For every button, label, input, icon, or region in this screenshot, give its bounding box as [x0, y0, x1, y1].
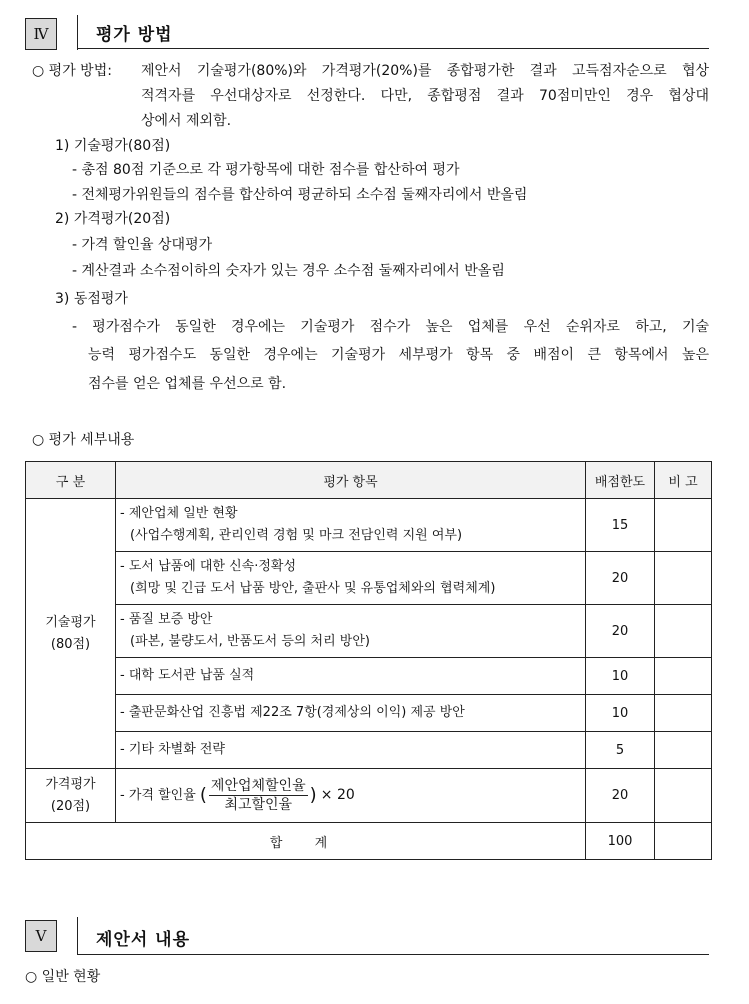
table-header-row [26, 462, 712, 499]
price-formula-prefix: - 가격 할인율 [120, 788, 196, 803]
section-5-title: 제안서 내용 [96, 930, 191, 950]
total-points: 100 [586, 823, 655, 860]
note-cell [655, 658, 712, 695]
table-row [26, 769, 712, 823]
note-cell [655, 695, 712, 732]
general-status-heading: ○ 일반 현황 [25, 969, 101, 985]
section-5-divider [77, 917, 78, 955]
item-cell: - 출판문화산업 진흥법 제22조 7항(경제상의 이익) 제공 방안 [116, 695, 586, 732]
price-eval-item-1: - 가격 할인율 상대평가 [72, 237, 213, 253]
header-points: 배점한도 [586, 462, 655, 499]
points-cell: 20 [586, 769, 655, 823]
price-category-cell [26, 769, 116, 823]
section-4-divider [77, 15, 78, 50]
evaluation-table [25, 461, 712, 860]
section-4-title: 평가 방법 [96, 25, 173, 45]
item-detail: (파본, 불량도서, 반품도서 등의 처리 방안) [130, 634, 370, 649]
points-cell: 10 [586, 695, 655, 732]
note-cell [655, 769, 712, 823]
tie-eval-line-3: 점수를 얻은 업체를 우선으로 함. [88, 376, 287, 392]
header-note: 비 고 [655, 462, 712, 499]
points-cell: 10 [586, 658, 655, 695]
points-cell: 15 [586, 499, 655, 552]
section-4-numeral: Ⅳ [33, 25, 49, 43]
item-cell: - 대학 도서관 납품 실적 [116, 658, 586, 695]
formula-close-paren: ) [309, 784, 317, 806]
tie-eval-line-2: 능력 평가점수도 동일한 경우에는 기술평가 세부평가 항목 중 배점이 큰 항목에서 높은 [88, 347, 709, 363]
formula-fraction [209, 777, 308, 814]
item-detail: (희망 및 긴급 도서 납품 방안, 출판사 및 유통업체와의 협력체계) [130, 581, 496, 596]
tie-eval-heading: 3) 동점평가 [55, 291, 128, 307]
section-5-numeral: Ⅴ [35, 927, 47, 945]
note-cell [655, 732, 712, 769]
table-row [26, 695, 712, 732]
item-cell [116, 605, 586, 658]
tech-category-cell [26, 499, 116, 769]
item-cell: - 기타 차별화 전략 [116, 732, 586, 769]
detail-heading: ○ 평가 세부내용 [32, 432, 135, 448]
price-formula-cell [116, 769, 586, 823]
method-line-3: 상에서 제외함. [141, 113, 232, 129]
tech-eval-heading: 1) 기술평가(80점) [55, 138, 171, 154]
section-5-numeral-box [25, 920, 57, 952]
price-category-points: (20점) [50, 798, 91, 814]
item-cell [116, 552, 586, 605]
total-note-cell [655, 823, 712, 860]
table-row [26, 499, 712, 552]
table-row [26, 552, 712, 605]
price-formula-suffix: × 20 [320, 787, 355, 803]
total-label: 합 계 [26, 823, 586, 860]
header-item: 평가 항목 [116, 462, 586, 499]
method-line-2: 적격자를 우선대상자로 선정한다. 다만, 종합평점 결과 70점미만인 경우 협상대 [141, 88, 709, 104]
table-row [26, 605, 712, 658]
price-eval-heading: 2) 가격평가(20점) [55, 211, 171, 227]
section-5-underline [77, 954, 709, 955]
note-cell [655, 552, 712, 605]
points-cell: 5 [586, 732, 655, 769]
item-cell [116, 499, 586, 552]
tech-eval-item-2: - 전체평가위원들의 점수를 합산하여 평균하되 소수점 둘째자리에서 반올림 [72, 187, 528, 203]
points-cell: 20 [586, 605, 655, 658]
item-title: - 도서 납품에 대한 신속·정확성 [120, 559, 297, 574]
item-title: - 제안업체 일반 현황 [120, 506, 238, 521]
price-category-label: 가격평가 [45, 776, 96, 792]
method-line-1: 제안서 기술평가(80%)와 가격평가(20%)를 종합평가한 결과 고득점자순으로 협상 [141, 63, 709, 79]
formula-open-paren: ( [199, 784, 207, 806]
total-row [26, 823, 712, 860]
item-detail: (사업수행계획, 관리인력 경험 및 마크 전담인력 지원 여부) [130, 528, 463, 543]
formula-numerator: 제안업체할인율 [210, 778, 306, 794]
tech-category-points: (80점) [50, 636, 91, 652]
formula-denominator: 최고할인율 [224, 797, 293, 813]
tech-category-label: 기술평가 [45, 614, 96, 630]
section-4-underline [77, 48, 709, 49]
tie-eval-line-1: - 평가점수가 동일한 경우에는 기술평가 점수가 높은 업체를 우선 순위자로 하고, 기술 [72, 319, 709, 335]
table-row [26, 732, 712, 769]
table-row [26, 658, 712, 695]
note-cell [655, 499, 712, 552]
section-4-numeral-box [25, 18, 57, 50]
note-cell [655, 605, 712, 658]
points-cell: 20 [586, 552, 655, 605]
header-category: 구 분 [26, 462, 116, 499]
item-title: - 품질 보증 방안 [120, 612, 213, 627]
tech-eval-item-1: - 총점 80점 기준으로 각 평가항목에 대한 점수를 합산하여 평가 [72, 162, 460, 178]
price-eval-item-2: - 계산결과 소수점이하의 숫자가 있는 경우 소수점 둘째자리에서 반올림 [72, 263, 505, 279]
method-bullet: ○ 평가 방법: [32, 63, 112, 79]
